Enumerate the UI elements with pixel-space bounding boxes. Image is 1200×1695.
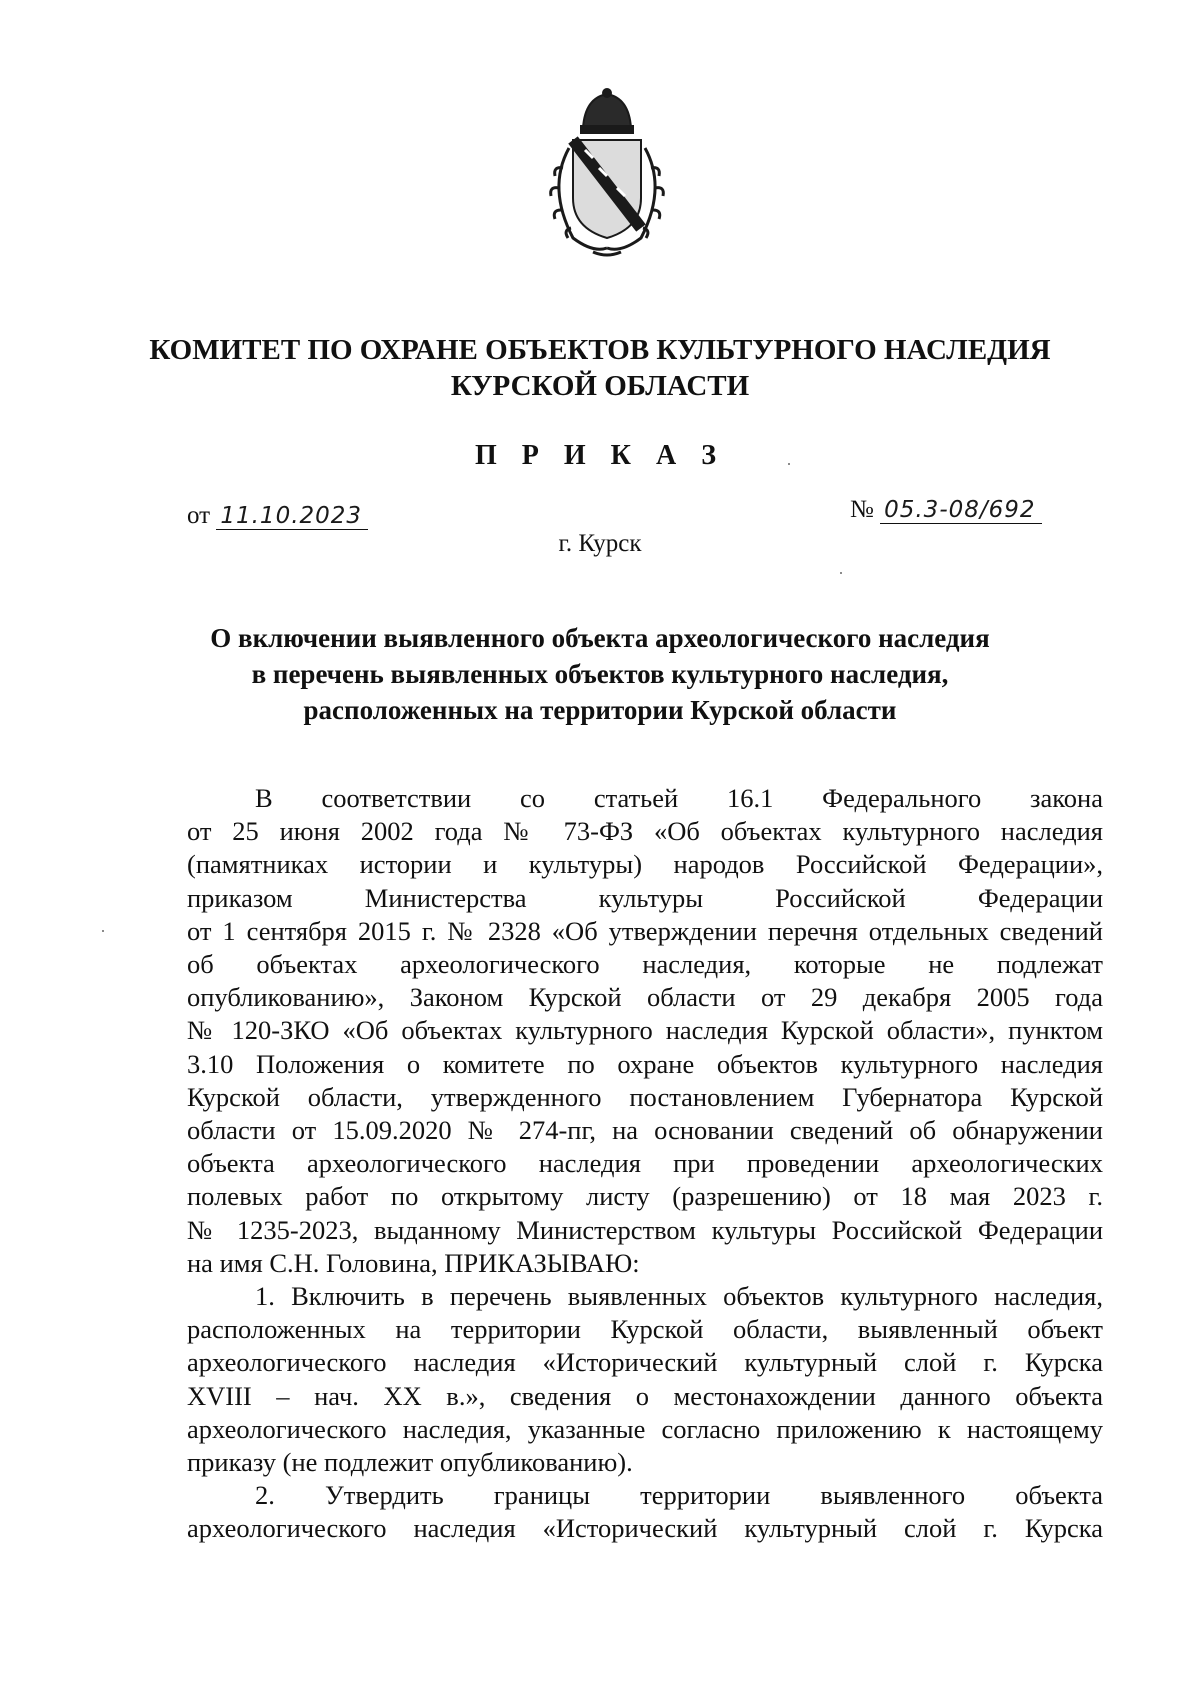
body-line: от 1 сентября 2015 г. № 2328 «Об утверждении перечня отдельных сведений — [187, 915, 1103, 946]
body-line: от 25 июня 2002 года № 73-ФЗ «Об объектах культурного наследия — [187, 816, 1103, 847]
scan-speck — [840, 572, 842, 574]
document-type-title: П Р И К А З — [475, 440, 725, 471]
organization-line-1: КОМИТЕТ ПО ОХРАНЕ ОБЪЕКТОВ КУЛЬТУРНОГО НАСЛЕДИЯ — [149, 334, 1051, 366]
subject-line-1: О включении выявленного объекта археологического наследия — [210, 623, 990, 653]
coat-of-arms-emblem — [533, 88, 681, 260]
order-subject — [150, 620, 1050, 728]
date-handwritten: 11.10.2023 — [216, 503, 368, 530]
number-handwritten: 05.3-08/692 — [880, 497, 1041, 524]
body-line: объекта археологического наследия при проведении археологических — [187, 1148, 1103, 1179]
date-prefix: от — [187, 502, 211, 529]
body-line: области от 15.09.2020 № 274-пг, на основании сведений об обнаружении — [187, 1115, 1103, 1146]
body-line: археологического наследия, указанные согласно приложению к настоящему — [187, 1413, 1103, 1444]
body-line: на имя С.Н. Головина, ПРИКАЗЫВАЮ: — [187, 1247, 640, 1278]
city: г. Курск — [558, 530, 642, 557]
number-prefix: № — [850, 496, 874, 523]
subject-line-3: расположенных на территории Курской области — [303, 695, 897, 725]
order-number — [850, 496, 1042, 524]
body-line: опубликованию», Законом Курской области от 29 декабря 2005 года — [187, 982, 1103, 1013]
body-line: археологического наследия «Исторический культурный слой г. Курска — [187, 1513, 1103, 1544]
body-line: расположенных на территории Курской области, выявленный объект — [187, 1314, 1103, 1345]
body-line: об объектах археологического наследия, которые не подлежат — [187, 949, 1103, 980]
body-line: В соответствии со статьей 16.1 Федерального закона — [255, 783, 1103, 813]
organization-line-2: КУРСКОЙ ОБЛАСТИ — [450, 370, 750, 402]
body-line: полевых работ по открытому листу (разрешению) от 18 мая 2023 г. — [187, 1181, 1103, 1212]
scan-speck — [102, 930, 104, 932]
body-line: 2. Утвердить границы территории выявленного объекта — [255, 1480, 1103, 1511]
body-line: приказу (не подлежит опубликованию). — [187, 1447, 633, 1478]
organization-name — [120, 332, 1080, 404]
body-line: № 1235-2023, выданному Министерством культуры Российской Федерации — [187, 1214, 1103, 1245]
order-date — [187, 502, 368, 530]
body-line: 1. Включить в перечень выявленных объектов культурного наследия, — [255, 1281, 1103, 1312]
order-body — [187, 782, 1103, 1546]
subject-line-2: в перечень выявленных объектов культурного наследия, — [251, 659, 949, 689]
body-line: приказом Министерства культуры Российской Федерации — [187, 882, 1103, 913]
body-line: археологического наследия «Исторический культурный слой г. Курска — [187, 1347, 1103, 1378]
body-line: (памятниках истории и культуры) народов Российской Федерации», — [187, 849, 1103, 880]
body-line: XVIII – нач. XX в.», сведения о местонахождении данного объекта — [187, 1380, 1103, 1411]
scan-speck — [788, 463, 790, 465]
body-line: Курской области, утвержденного постановлением Губернатора Курской — [187, 1081, 1103, 1112]
body-line: 3.10 Положения о комитете по охране объектов культурного наследия — [187, 1048, 1103, 1079]
body-line: № 120-ЗКО «Об объектах культурного наследия Курской области», пунктом — [187, 1015, 1103, 1046]
